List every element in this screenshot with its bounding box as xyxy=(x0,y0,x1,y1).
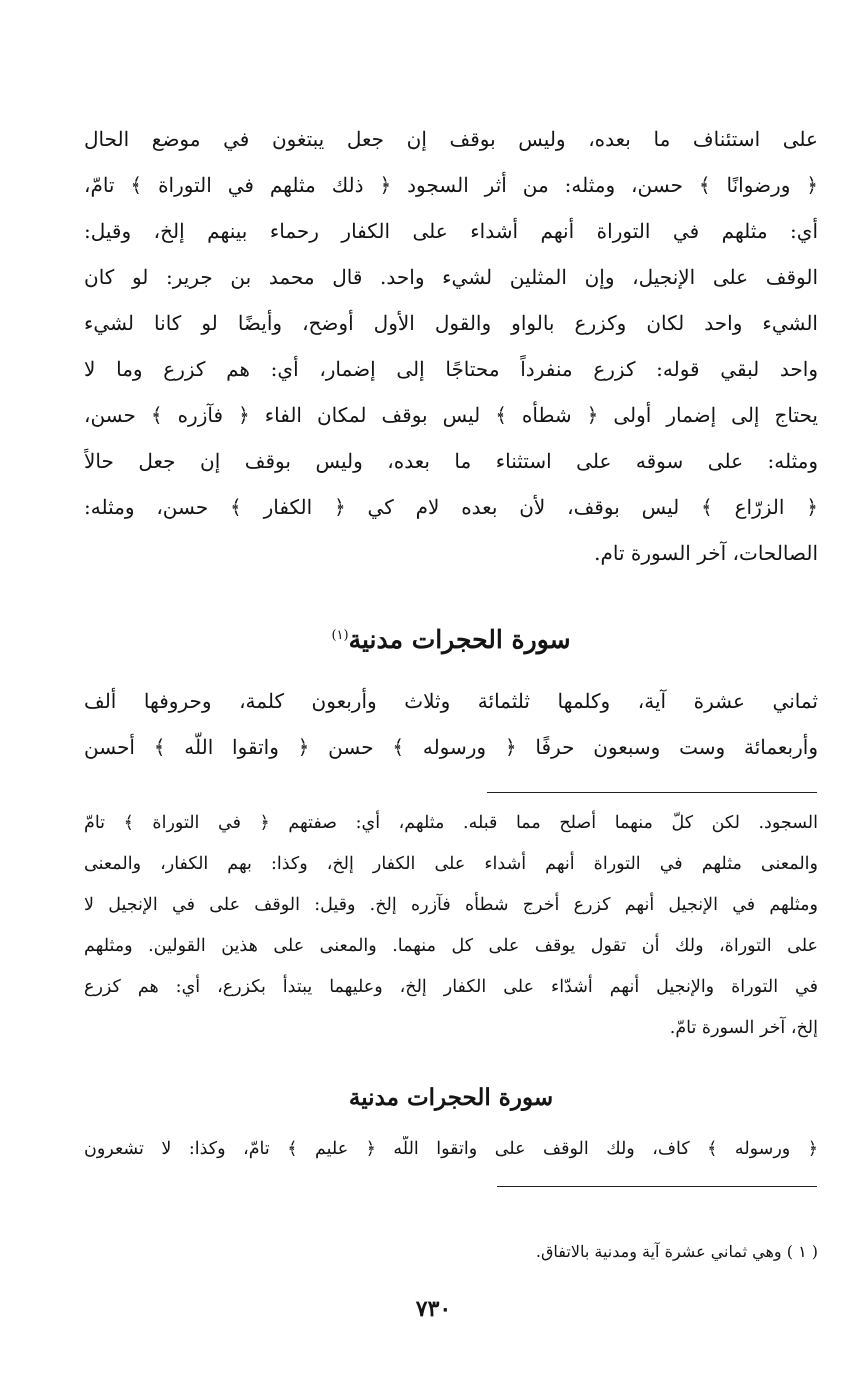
text-line: الوقف على الإنجيل، وإن المثلين لشيء واحد. قال محمد بن جرير: لو كان xyxy=(84,265,818,289)
commentary-heading: سورة الحجرات مدنية xyxy=(348,1084,554,1111)
text-line: الصالحات، آخر السورة تام. xyxy=(594,541,818,565)
commentary-text xyxy=(84,810,818,1070)
commentary-separator xyxy=(487,792,817,793)
commentary-line: ومثلهم في الإنجيل أنهم كزرع أخرج شطأه فآزره إلخ. وقيل: الوقف على في الإنجيل لا xyxy=(84,895,818,915)
footnote-separator xyxy=(497,1186,817,1187)
text-line: ﴿ ورضوانًا ﴾ حسن، ومثله: من أثر السجود ﴿ ذلك مثلهم في التوراة ﴾ تامّ، xyxy=(84,173,818,197)
intro-text xyxy=(84,686,818,766)
page-number: ٧٣٠ xyxy=(415,1296,452,1322)
main-text xyxy=(84,124,818,604)
text-line: واحد لبقي قوله: كزرع منفرداً محتاجًا إلى إضمار، أي: هم كزرع وما لا xyxy=(84,357,818,381)
commentary-line: في التوراة والإنجيل أنهم أشدّاء على الكفار إلخ، وعليهما يبتدأ بكزرع، أي: هم كزرع xyxy=(84,977,818,997)
commentary-line: على التوراة، ولك أن تقول يوقف على كل منهما. والمعنى على هذين القولين. ومثلهم xyxy=(84,936,818,956)
footnote-marker: (١) xyxy=(331,628,349,643)
surah-heading-title: سورة الحجرات مدنية xyxy=(348,625,571,654)
text-line: على استئناف ما بعده، وليس بوقف إن جعل يبتغون في موضع الحال xyxy=(84,127,818,151)
text-line: وأربعمائة وست وسبعون حرفًا ﴿ ورسوله ﴾ حسن ﴿ واتقوا اللّه ﴾ أحسن xyxy=(84,735,818,759)
text-line: ثماني عشرة آية، وكلمها ثلثمائة وثلاث وأربعون كلمة، وحروفها ألف xyxy=(84,689,818,713)
text-line: يحتاج إلى إضمار أولى ﴿ شطأه ﴾ ليس بوقف لمكان الفاء ﴿ فآزره ﴾ حسن، xyxy=(84,403,818,427)
surah-heading xyxy=(84,622,818,658)
commentary-line: ﴿ ورسوله ﴾ كاف، ولك الوقف على واتقوا اللّه ﴿ عليم ﴾ تامّ، وكذا: لا تشعرون xyxy=(84,1139,818,1159)
commentary-line: إلخ، آخر السورة تامّ. xyxy=(669,1018,818,1038)
footnote: ( ١ ) وهي ثماني عشرة آية ومدنية بالاتفاق. xyxy=(535,1242,818,1261)
commentary-continued xyxy=(84,1136,818,1166)
commentary-line: والمعنى مثلهم في التوراة أنهم أشداء على الكفار إلخ، وكذا: بهم الكفار، والمعنى xyxy=(84,854,818,874)
commentary-line: السجود. لكن كلّ منهما أصلح مما قبله. مثلهم، أي: صفتهم ﴿ في التوراة ﴾ تامّ xyxy=(84,813,818,833)
text-line: ﴿ الزرّاع ﴾ ليس بوقف، لأن بعده لام كي ﴿ الكفار ﴾ حسن، ومثله: xyxy=(84,495,818,519)
text-line: ومثله: على سوقه على استثناء ما بعده، وليس بوقف إن جعل حالاً xyxy=(84,449,818,473)
text-line: الشيء واحد لكان وكزرع بالواو والقول الأول أوضح، وأيضًا لو كانا لشيء xyxy=(84,311,818,335)
text-line: أي: مثلهم في التوراة أنهم أشداء على الكفار رحماء بينهم إلخ، وقيل: xyxy=(84,219,818,243)
